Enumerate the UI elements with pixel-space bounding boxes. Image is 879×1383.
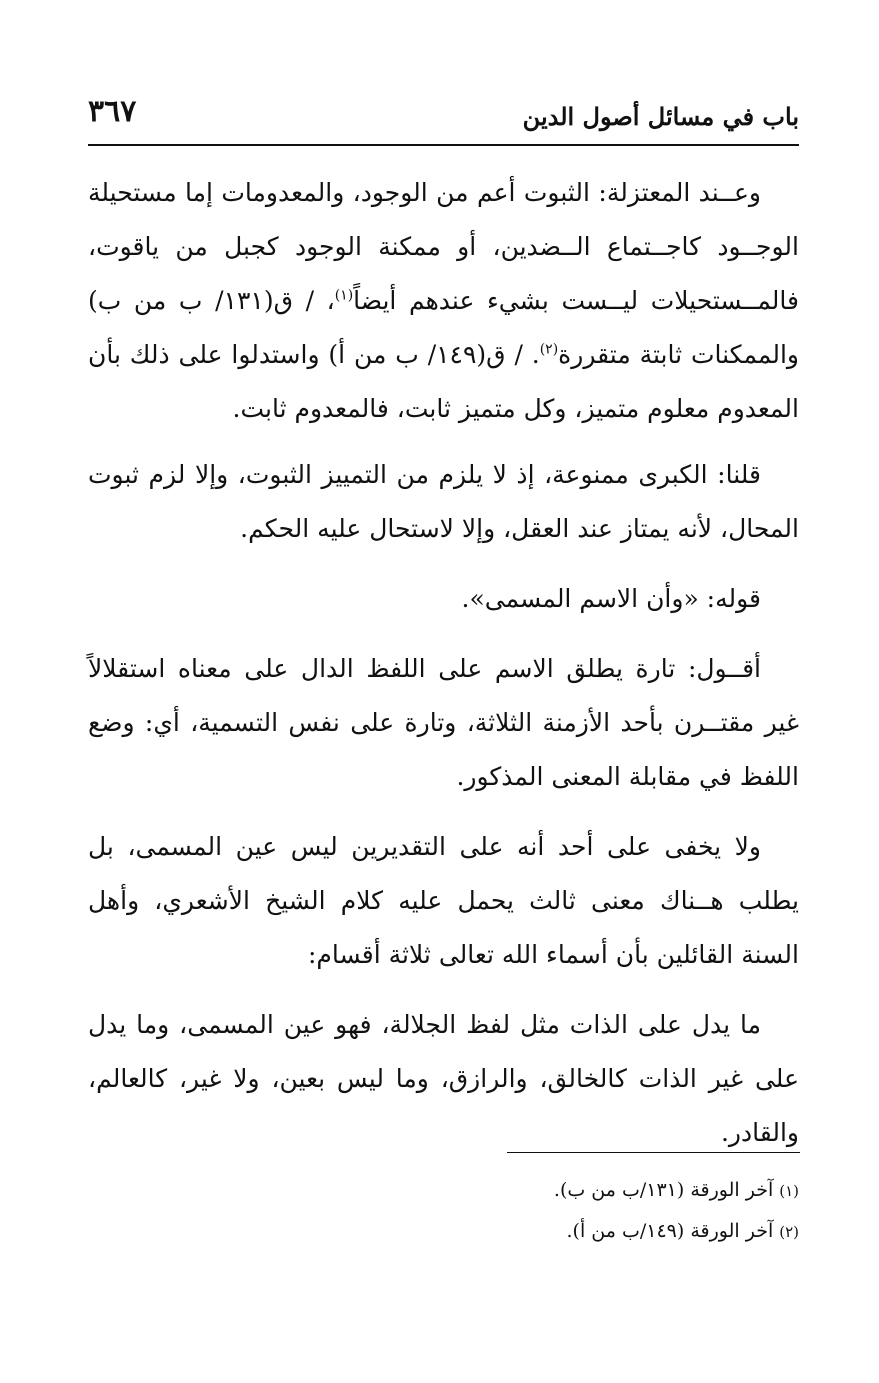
paragraph-text: . / ق(١٤٩/ ب من أ) واستدلوا على ذلك بأن المعدوم معلوم متميز، وكل متميز ثابت، فالمعدوم ثابت.	[88, 340, 799, 423]
footnote-ref: (٢)	[539, 341, 559, 358]
footnote-divider	[507, 1152, 800, 1153]
running-header	[88, 88, 799, 138]
paragraph	[88, 166, 799, 436]
header-divider	[88, 144, 799, 146]
footnote-text: آخر الورقة (١٤٩/ب من أ).	[566, 1220, 774, 1242]
paragraph: قوله: «وأن الاسم المسمى».	[461, 584, 761, 613]
footnote-number: (١)	[779, 1182, 799, 1200]
paragraph: قلنا: الكبرى ممنوعة، إذ لا يلزم من التمييز الثبوت، وإلا لزم ثبوت المحال، لأنه يمتاز عند العقل، وإلا لاستحال عليه الحكم.	[88, 460, 799, 543]
footnote-text: آخر الورقة (١٣١/ب من ب).	[553, 1179, 774, 1201]
paragraph: ولا يخفى على أحد أنه على التقديرين ليس عين المسمى، بل يطلب هــناك معنى ثالث يحمل عليه كلام الشيخ الأشعري، وأهل السنة القائلين بأن أسماء الله تعالى ثلاثة أقسام:	[88, 832, 799, 969]
footnote	[88, 1170, 799, 1211]
main-text	[88, 166, 799, 1176]
paragraph-text: ، / ق(١٣١/ ب من ب) والممكنات ثابتة متقررة	[88, 286, 799, 369]
footnotes	[88, 1170, 799, 1252]
footnote	[88, 1211, 799, 1252]
paragraph-text: وعــند المعتزلة: الثبوت أعم من الوجود، والمعدومات إما مستحيلة الوجــود كاجــتماع الــضدين، أو ممكنة الوجود كجبل من ياقوت، فالمــستحيلات ليــست بشيء عندهم أيضاً	[88, 178, 799, 315]
page-number: ٣٦٧	[88, 94, 137, 129]
paragraph: أقــول: تارة يطلق الاسم على اللفظ الدال على معناه استقلالاً غير مقتــرن بأحد الأزمنة الثلاثة، وتارة على نفس التسمية، أي: وضع اللفظ في مقابلة المعنى المذكور.	[88, 654, 799, 791]
footnote-ref: (١)	[334, 287, 354, 304]
chapter-title: باب في مسائل أصول الدين	[522, 102, 799, 131]
paragraph: ما يدل على الذات مثل لفظ الجلالة، فهو عين المسمى، وما يدل على غير الذات كالخالق، والرازق، وما ليس بعين، ولا غير، كالعالم، والقادر.	[88, 1010, 799, 1147]
footnote-number: (٢)	[779, 1223, 799, 1241]
